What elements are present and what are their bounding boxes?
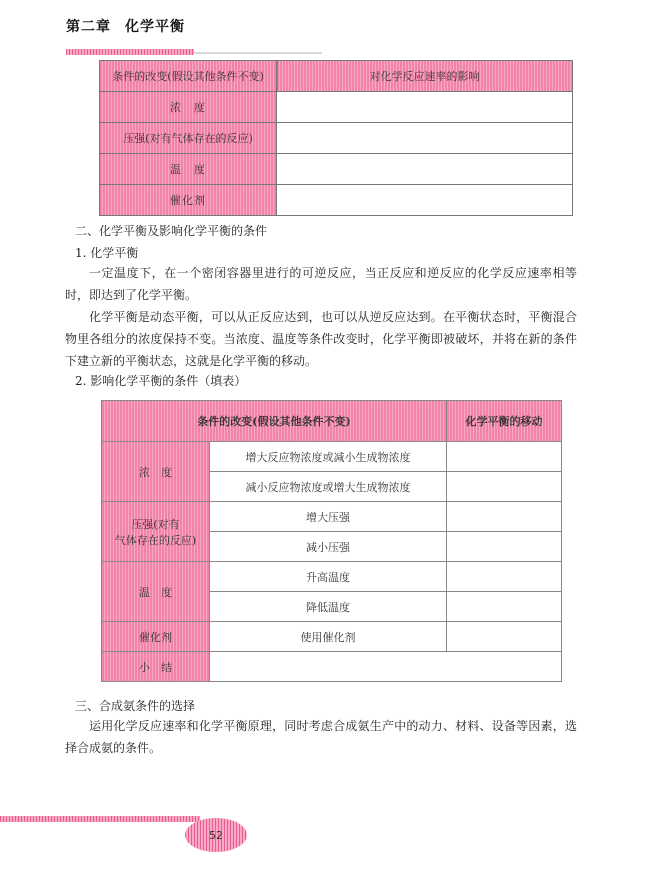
condition-change-cell: 增大压强 — [210, 502, 447, 532]
shift-fill-cell[interactable] — [447, 622, 562, 652]
page-number-badge — [185, 818, 247, 852]
condition-change-cell: 增大反应物浓度或减小生成物浓度 — [210, 442, 447, 472]
table-row — [100, 154, 573, 185]
condition-cell: 温 度 — [100, 154, 277, 185]
shift-fill-cell[interactable] — [447, 592, 562, 622]
table-header-row — [100, 61, 573, 92]
effect-fill-cell[interactable] — [277, 154, 573, 185]
table-row — [102, 622, 562, 652]
chapter-number: 第二章 — [66, 19, 111, 35]
table-row — [102, 502, 562, 532]
condition-change-cell: 升高温度 — [210, 562, 447, 592]
table-row — [100, 185, 573, 216]
shift-fill-cell[interactable] — [447, 562, 562, 592]
effect-fill-cell[interactable] — [277, 123, 573, 154]
shift-fill-cell[interactable] — [447, 532, 562, 562]
condition-group-label-line: 压强(对有 — [131, 517, 180, 531]
equilibrium-conditions-table — [101, 400, 562, 682]
summary-label-cell: 小 结 — [102, 652, 210, 682]
condition-change-cell: 减小反应物浓度或增大生成物浓度 — [210, 472, 447, 502]
table-row — [102, 652, 562, 682]
condition-change-cell: 减小压强 — [210, 532, 447, 562]
condition-change-cell: 使用催化剂 — [210, 622, 447, 652]
reaction-rate-table — [99, 60, 573, 216]
section-heading: 二、化学平衡及影响化学平衡的条件 — [75, 224, 268, 238]
effect-fill-cell[interactable] — [277, 185, 573, 216]
table-header-cell: 条件的改变(假设其他条件不变) — [100, 61, 277, 92]
condition-cell: 浓 度 — [100, 92, 277, 123]
paragraph: 一定温度下，在一个密闭容器里进行的可逆反应，当正反应和逆反应的化学反应速率相等时，即达到了化学平衡。 — [65, 266, 577, 302]
condition-cell: 压强(对有气体存在的反应) — [100, 123, 277, 154]
subsection-heading: 1. 化学平衡 — [75, 246, 139, 260]
chapter-name: 化学平衡 — [125, 19, 185, 35]
chapter-title — [66, 16, 185, 36]
table-row — [100, 123, 573, 154]
shift-fill-cell[interactable] — [447, 502, 562, 532]
table-header-cell: 化学平衡的移动 — [447, 401, 562, 442]
table-row — [100, 92, 573, 123]
shift-fill-cell[interactable] — [447, 442, 562, 472]
condition-change-cell: 降低温度 — [210, 592, 447, 622]
condition-group-cell: 浓 度 — [102, 442, 210, 502]
effect-fill-cell[interactable] — [277, 92, 573, 123]
page-number: 52 — [209, 828, 223, 842]
condition-group-cell: 催化剂 — [102, 622, 210, 652]
paragraph: 运用化学反应速率和化学平衡原理，同时考虑合成氨生产中的动力、材料、设备等因素，选择合成氨的条件。 — [65, 719, 577, 755]
table-header-cell: 条件的改变(假设其他条件不变) — [102, 401, 447, 442]
table-row — [102, 562, 562, 592]
condition-group-cell: 温 度 — [102, 562, 210, 622]
condition-group-label-line: 气体存在的反应) — [114, 533, 197, 547]
condition-cell: 催化剂 — [100, 185, 277, 216]
header-divider-line — [194, 52, 322, 54]
table-header-cell: 对化学反应速率的影响 — [277, 61, 573, 92]
subsection-heading: 2. 影响化学平衡的条件（填表） — [75, 374, 247, 388]
summary-fill-cell[interactable] — [210, 652, 562, 682]
paragraph: 化学平衡是动态平衡，可以从正反应达到，也可以从逆反应达到。在平衡状态时，平衡混合物里各组分的浓度保持不变。当浓度、温度等条件改变时，化学平衡即被破坏，并将在新的条件下建立新的平衡状态，这就是化学平衡的移动。 — [65, 310, 577, 368]
table-header-row — [102, 401, 562, 442]
section-heading: 三、合成氨条件的选择 — [75, 699, 196, 713]
header-decorative-bar — [66, 49, 194, 55]
table-row — [102, 442, 562, 472]
shift-fill-cell[interactable] — [447, 472, 562, 502]
condition-group-cell — [102, 502, 210, 562]
footer-decorative-bar — [0, 816, 200, 822]
